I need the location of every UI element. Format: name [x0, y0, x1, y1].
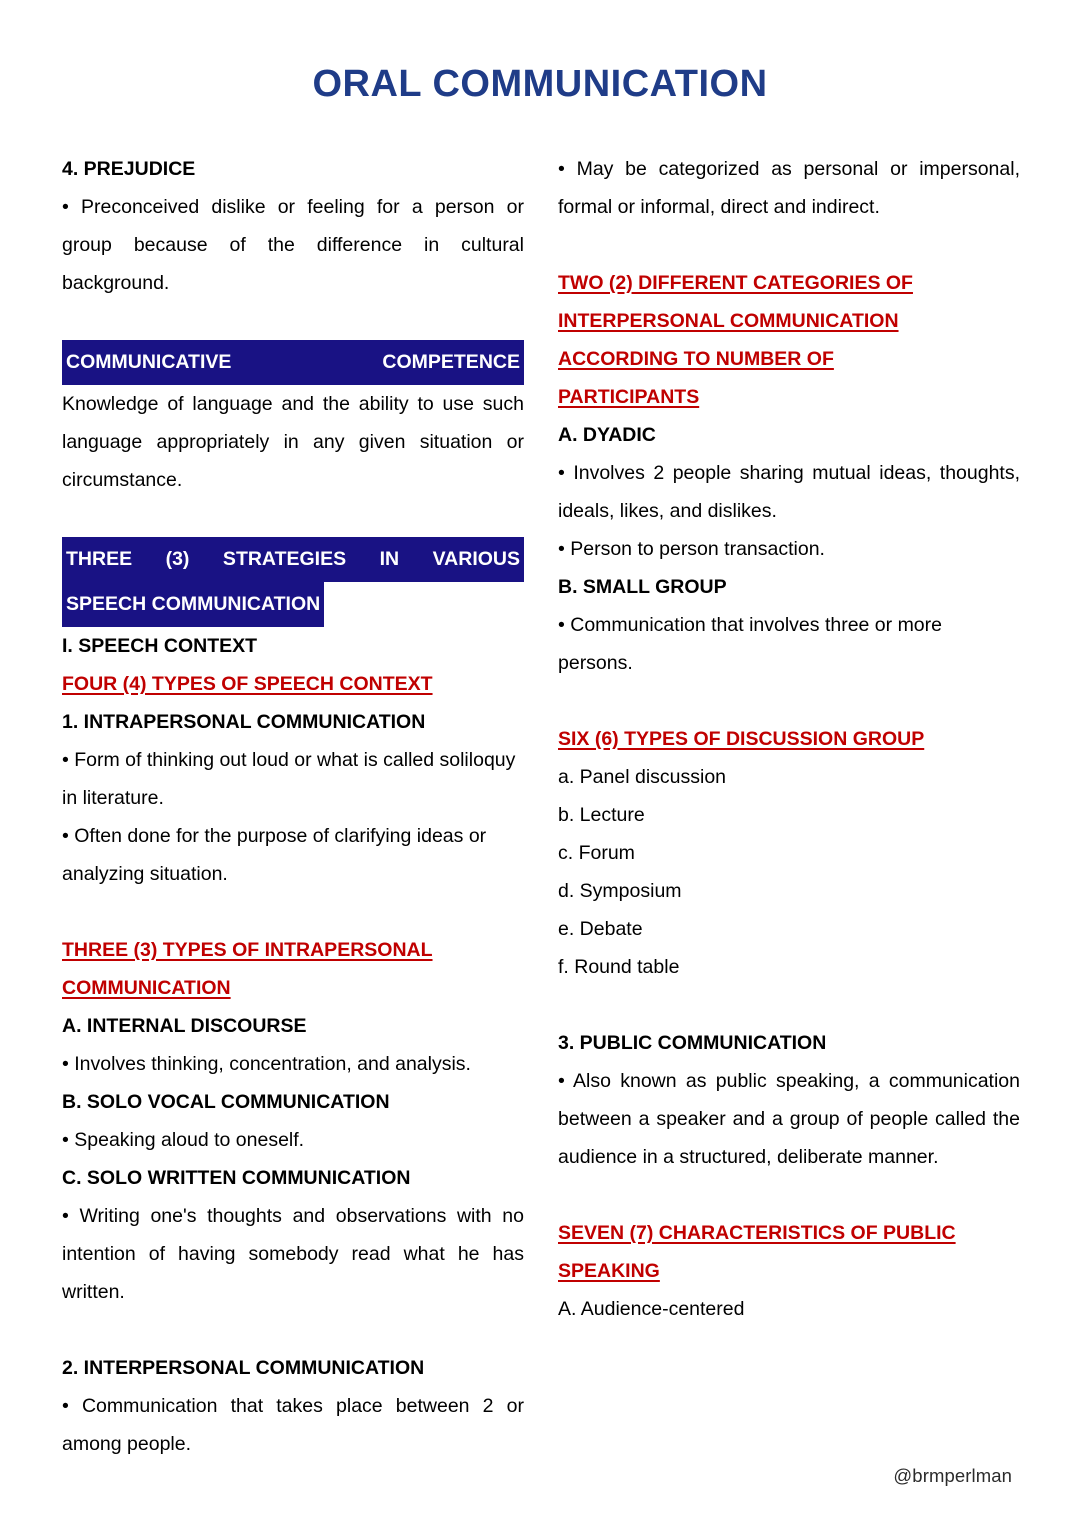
intrapersonal-types-heading-line-1: [62, 931, 524, 969]
spacer: [62, 499, 524, 537]
solo-written-heading: C. SOLO WRITTEN COMMUNICATION: [62, 1166, 411, 1189]
internal-discourse-heading: A. INTERNAL DISCOURSE: [62, 1014, 307, 1037]
discussion-groups-heading: [558, 720, 1020, 758]
underlined-text: THREE (3) TYPES OF INTRAPERSONAL: [62, 938, 433, 961]
page-title: ORAL COMMUNICATION: [312, 63, 768, 105]
section-public-communication: [558, 1024, 1020, 1176]
underlined-text: INTERPERSONAL COMMUNICATION: [558, 309, 899, 332]
spacer: [558, 986, 1020, 1024]
section-discussion-groups: [558, 720, 1020, 986]
prejudice-heading: 4. PREJUDICE: [62, 157, 196, 180]
interpersonal-heading: 2. INTERPERSONAL COMMUNICATION: [62, 1356, 425, 1379]
underlined-text: PARTICIPANTS: [558, 385, 700, 408]
underlined-text: SIX (6) TYPES OF DISCUSSION GROUP: [558, 727, 925, 750]
two-categories-heading-line-3: [558, 340, 1020, 378]
section-interpersonal: [62, 1349, 524, 1463]
underlined-text: FOUR (4) TYPES OF SPEECH CONTEXT: [62, 672, 433, 695]
section-intrapersonal-types: [62, 931, 524, 1311]
section-two-categories: [558, 264, 1020, 416]
spacer: [558, 226, 1020, 264]
underlined-text: ACCORDING TO NUMBER OF: [558, 347, 834, 370]
intrapersonal-heading: 1. INTRAPERSONAL COMMUNICATION: [62, 710, 426, 733]
two-categories-heading-line-2: [558, 302, 1020, 340]
strategies-heading-line-2: [62, 582, 524, 627]
dyadic-heading: A. DYADIC: [558, 423, 656, 446]
small-group-bullet: • Communication that involves three or more persons.: [558, 613, 942, 674]
left-column: [62, 150, 524, 1463]
list-item: a. Panel discussion: [558, 765, 727, 788]
highlight-span: SPEECH COMMUNICATION: [62, 582, 324, 627]
public-communication-bullet: • Also known as public speaking, a communication between a speaker and a group of people called the audience in a structured, deliberate manner.: [558, 1069, 1020, 1168]
section-strategies: [62, 537, 524, 703]
section-categorized-continuation: [558, 150, 1020, 226]
public-speaking-chars-heading-line-1: [558, 1214, 1020, 1252]
speech-context-heading: I. SPEECH CONTEXT: [62, 634, 258, 657]
communicative-competence-heading: [62, 340, 524, 385]
section-dyadic: [558, 416, 1020, 568]
two-categories-heading-line-4: [558, 378, 1020, 416]
prejudice-body: • Preconceived dislike or feeling for a person or group because of the difference in cultural background.: [62, 195, 524, 294]
small-group-heading: B. SMALL GROUP: [558, 575, 727, 598]
list-item: d. Symposium: [558, 879, 682, 902]
intrapersonal-bullet-2: • Often done for the purpose of clarifying ideas or analyzing situation.: [62, 824, 487, 885]
section-public-speaking-characteristics: [558, 1214, 1020, 1328]
list-item: A. Audience-centered: [558, 1297, 745, 1320]
underlined-text: COMMUNICATION: [62, 976, 231, 999]
two-categories-heading-line-1: [558, 264, 1020, 302]
list-item: e. Debate: [558, 917, 643, 940]
spacer: [62, 302, 524, 340]
solo-vocal-heading: B. SOLO VOCAL COMMUNICATION: [62, 1090, 390, 1113]
intrapersonal-bullet-1: • Form of thinking out loud or what is called soliloquy in literature.: [62, 748, 516, 809]
solo-written-bullet: • Writing one's thoughts and observations with no intention of having somebody read what he has written.: [62, 1204, 524, 1303]
categorized-bullet: • May be categorized as personal or impersonal, formal or informal, direct and indirect.: [558, 157, 1020, 218]
spacer: [62, 893, 524, 931]
two-column-body: [0, 150, 1080, 1463]
four-types-speech-context-heading: [62, 665, 524, 703]
list-item: b. Lecture: [558, 803, 645, 826]
section-communicative-competence: [62, 340, 524, 499]
spacer: [62, 1311, 524, 1349]
intrapersonal-types-heading-line-2: [62, 969, 524, 1007]
spacer: [558, 682, 1020, 720]
interpersonal-bullet: • Communication that takes place between 2 or among people.: [62, 1394, 524, 1455]
list-item: f. Round table: [558, 955, 680, 978]
underlined-text: SEVEN (7) CHARACTERISTICS OF PUBLIC: [558, 1221, 956, 1244]
section-intrapersonal: [62, 703, 524, 893]
watermark: @brmperlman: [893, 1465, 1012, 1486]
section-small-group: [558, 568, 1020, 682]
underlined-text: SPEAKING: [558, 1259, 660, 1282]
highlight-span: THREE (3) STRATEGIES IN VARIOUS: [62, 537, 524, 582]
public-speaking-chars-heading-line-2: [558, 1252, 1020, 1290]
dyadic-bullet-2: • Person to person transaction.: [558, 537, 825, 560]
internal-discourse-bullet: • Involves thinking, concentration, and analysis.: [62, 1052, 471, 1075]
section-prejudice: [62, 150, 524, 302]
highlight-span: COMMUNICATIVE COMPETENCE: [62, 340, 524, 385]
communicative-competence-body: Knowledge of language and the ability to use such language appropriately in any given situation or circumstance.: [62, 392, 524, 491]
underlined-text: TWO (2) DIFFERENT CATEGORIES OF: [558, 271, 913, 294]
strategies-heading-line-1: [62, 537, 524, 582]
solo-vocal-bullet: • Speaking aloud to oneself.: [62, 1128, 305, 1151]
public-communication-heading: 3. PUBLIC COMMUNICATION: [558, 1031, 827, 1054]
right-column: [558, 150, 1020, 1463]
spacer: [558, 1176, 1020, 1214]
dyadic-bullet-1: • Involves 2 people sharing mutual ideas, thoughts, ideals, likes, and dislikes.: [558, 461, 1020, 522]
list-item: c. Forum: [558, 841, 635, 864]
